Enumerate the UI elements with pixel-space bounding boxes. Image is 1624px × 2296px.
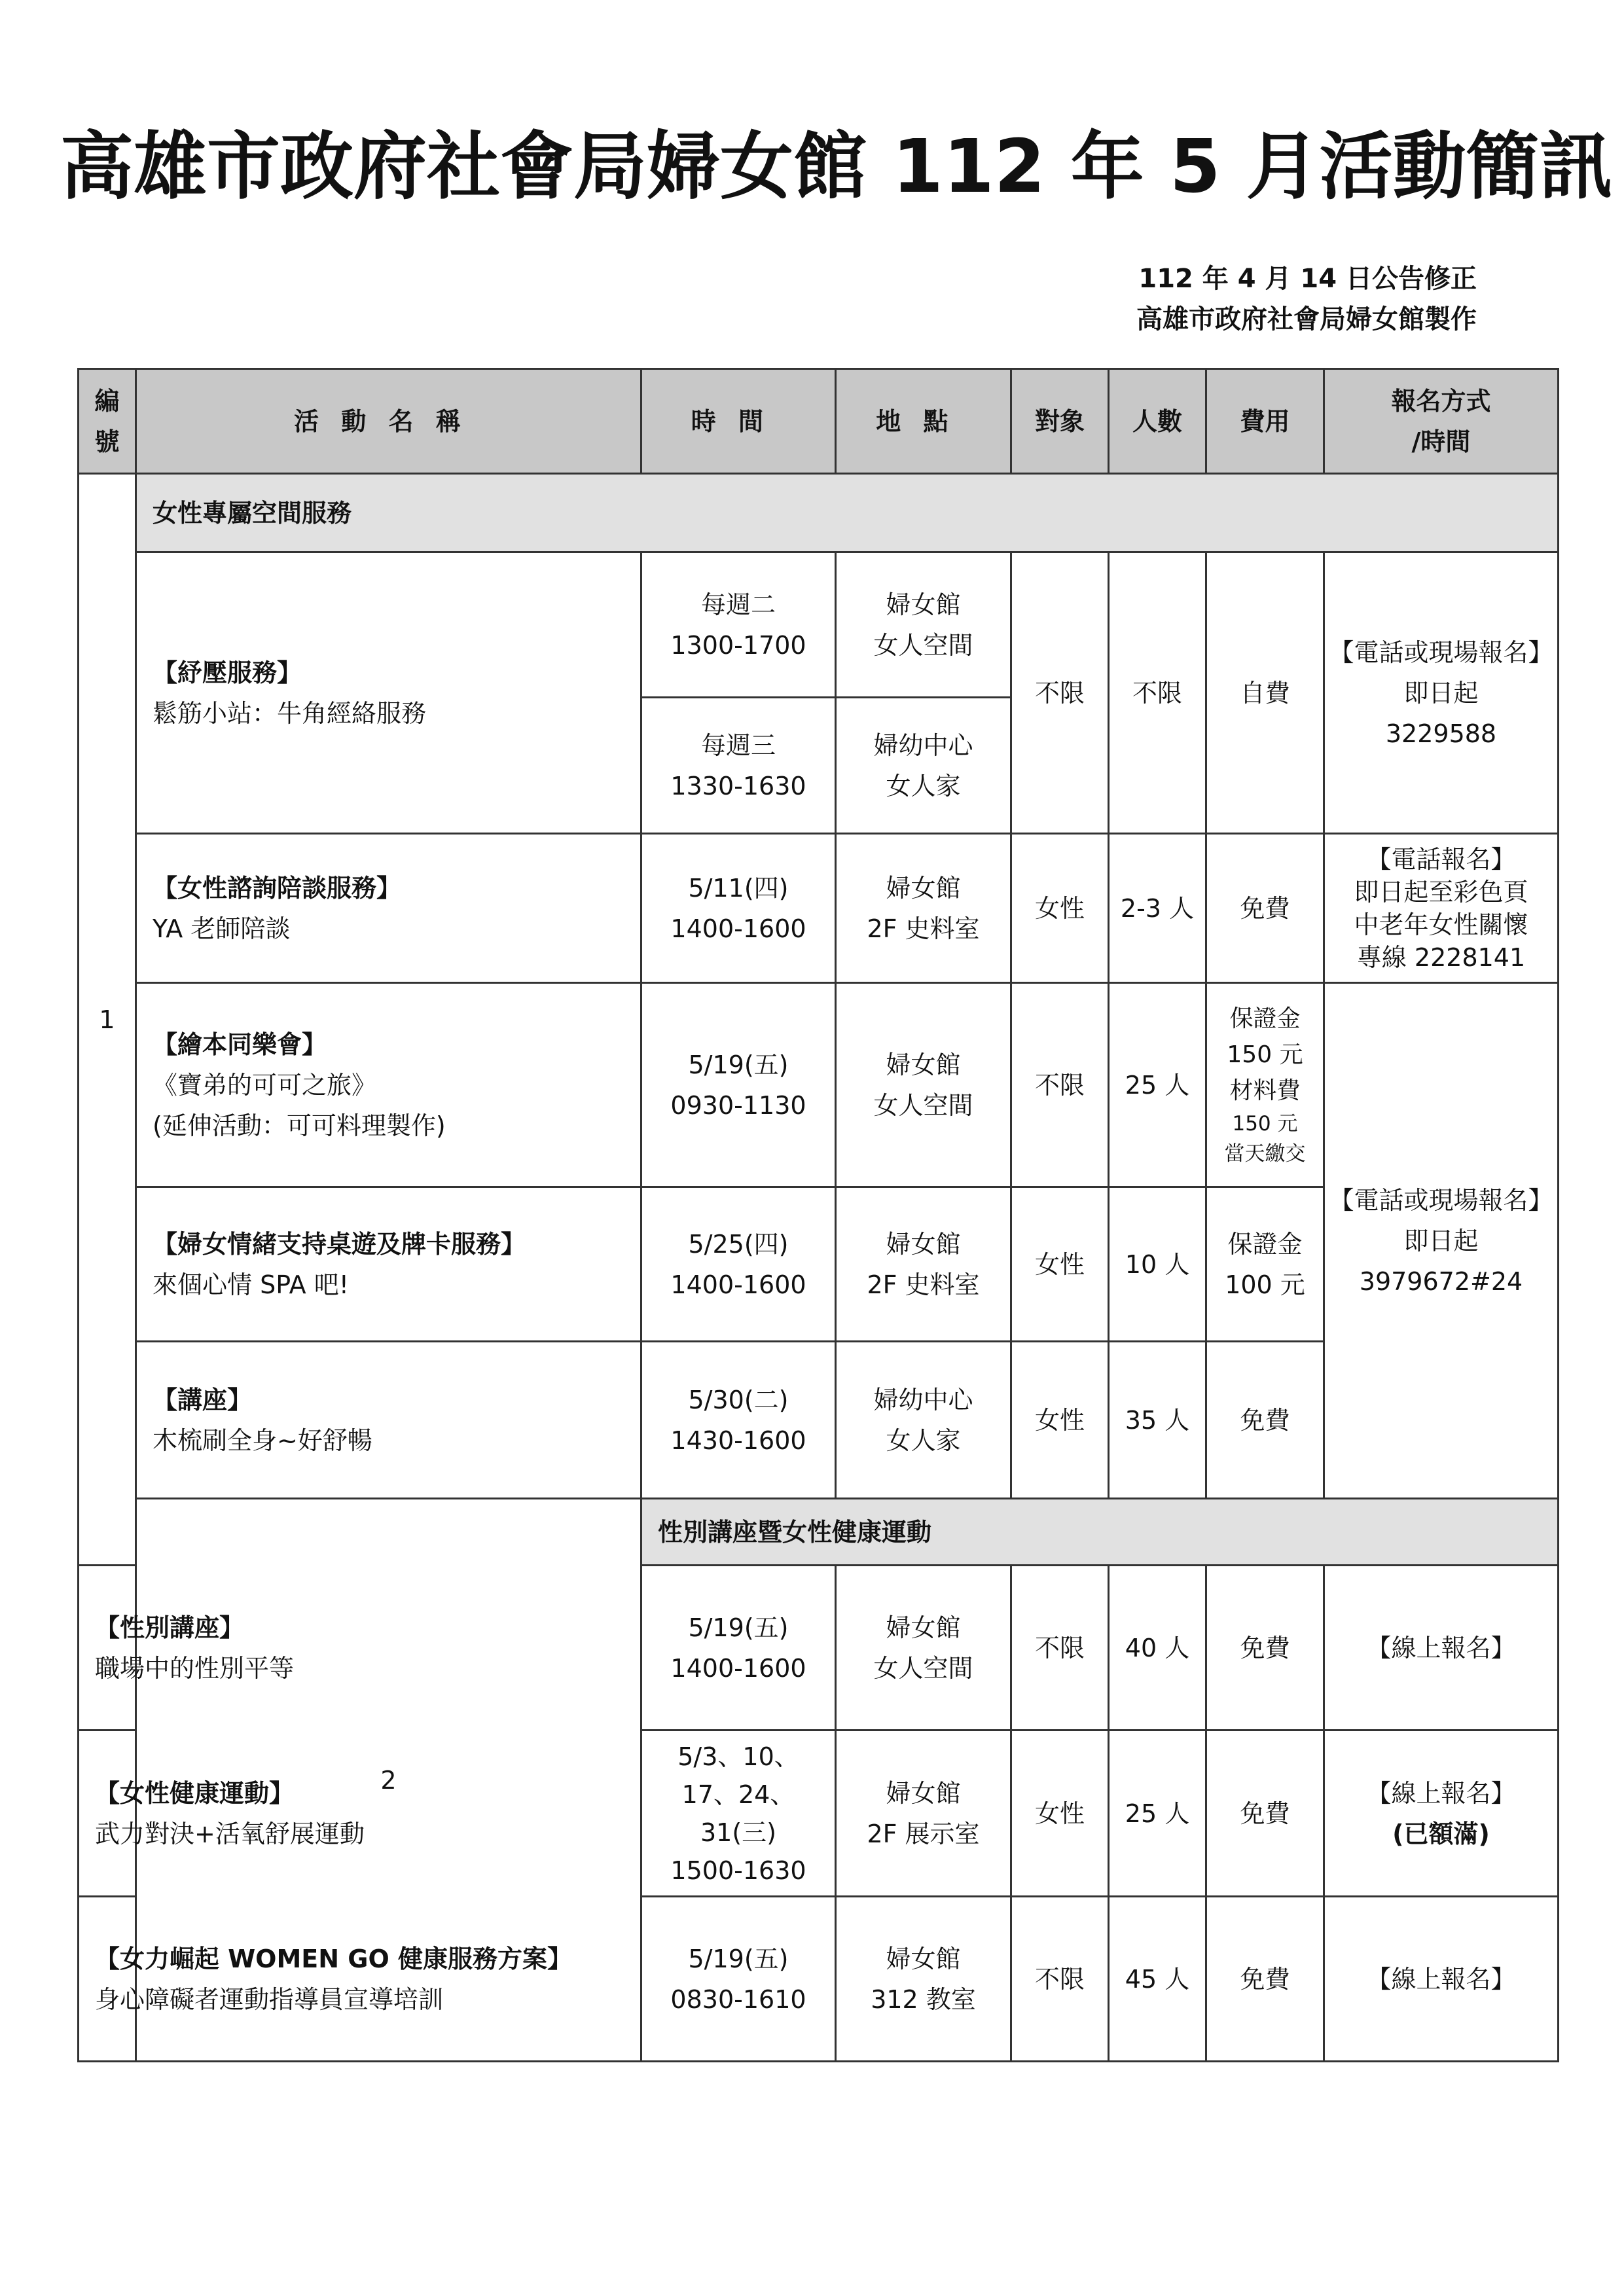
section-row bbox=[79, 1499, 1559, 1566]
header-fee: 費用 bbox=[1206, 369, 1324, 474]
activity-name: 【女力崛起 WOMEN GO 健康服務方案】 身心障礙者運動指導員宣導培訓 bbox=[79, 1897, 136, 2062]
section-number: 1 bbox=[79, 474, 136, 1566]
activity-place: 婦女館 女人空間 bbox=[836, 552, 1011, 698]
activity-fee: 保證金 100 元 bbox=[1206, 1187, 1324, 1342]
activity-fee: 免費 bbox=[1206, 1897, 1324, 2062]
activity-time: 每週三 1330-1630 bbox=[641, 698, 836, 834]
activity-name: 【性別講座】 職場中的性別平等 bbox=[79, 1566, 136, 1731]
activity-place: 婦女館 女人空間 bbox=[836, 983, 1011, 1187]
activity-fee: 免費 bbox=[1206, 1566, 1324, 1731]
activity-count: 35 人 bbox=[1109, 1342, 1206, 1499]
producer: 高雄市政府社會局婦女館製作 bbox=[1136, 304, 1477, 334]
header-number: 編 號 bbox=[79, 369, 136, 474]
section-title: 性別講座暨女性健康運動 bbox=[641, 1499, 1559, 1566]
activity-place: 婦幼中心 女人家 bbox=[836, 698, 1011, 834]
page-title: 高雄市政府社會局婦女館 112 年 5 月活動簡訊 bbox=[60, 124, 1613, 209]
activity-time: 每週二 1300-1700 bbox=[641, 552, 836, 698]
activity-fee: 免費 bbox=[1206, 1731, 1324, 1897]
header-time: 時間 bbox=[641, 369, 836, 474]
activity-time: 5/25(四) 1400-1600 bbox=[641, 1187, 836, 1342]
activity-target: 不限 bbox=[1011, 983, 1109, 1187]
activity-target: 女性 bbox=[1011, 1187, 1109, 1342]
activity-registration: 【電話或現場報名】 即日起 3229588 bbox=[1324, 552, 1559, 834]
activity-name: 【女性健康運動】 武力對決+活氧舒展運動 bbox=[79, 1731, 136, 1897]
activity-name: 【繪本同樂會】 《寶弟的可可之旅》 (延伸活動：可可料理製作) bbox=[136, 983, 641, 1187]
activity-place: 婦幼中心 女人家 bbox=[836, 1342, 1011, 1499]
header-place: 地點 bbox=[836, 369, 1011, 474]
activity-target: 不限 bbox=[1011, 1566, 1109, 1731]
activity-place: 婦女館 2F 史料室 bbox=[836, 834, 1011, 983]
document-meta bbox=[1136, 259, 1477, 340]
header-registration: 報名方式 /時間 bbox=[1324, 369, 1559, 474]
header-row bbox=[79, 369, 1559, 474]
activity-registration: 【線上報名】 (已額滿) bbox=[1324, 1731, 1559, 1897]
header-target: 對象 bbox=[1011, 369, 1109, 474]
header-count: 人數 bbox=[1109, 369, 1206, 474]
activity-place: 婦女館 312 教室 bbox=[836, 1897, 1011, 2062]
activity-name: 【女性諮詢陪談服務】 YA 老師陪談 bbox=[136, 834, 641, 983]
activity-count: 2-3 人 bbox=[1109, 834, 1206, 983]
activity-count: 10 人 bbox=[1109, 1187, 1206, 1342]
activity-count: 25 人 bbox=[1109, 983, 1206, 1187]
activity-count: 不限 bbox=[1109, 552, 1206, 834]
activity-time: 5/19(五) 0830-1610 bbox=[641, 1897, 836, 2062]
activity-target: 不限 bbox=[1011, 1897, 1109, 2062]
shared-registration: 【電話或現場報名】 即日起 3979672#24 bbox=[1324, 983, 1559, 1499]
activity-target: 女性 bbox=[1011, 1342, 1109, 1499]
activity-target: 女性 bbox=[1011, 1731, 1109, 1897]
header-activity-name: 活動名稱 bbox=[136, 369, 641, 474]
activity-fee: 保證金 150 元 材料費 150 元 當天繳交 bbox=[1206, 983, 1324, 1187]
activity-name: 【講座】 木梳刷全身~好舒暢 bbox=[136, 1342, 641, 1499]
activity-registration: 【線上報名】 bbox=[1324, 1897, 1559, 2062]
table-row bbox=[79, 552, 1559, 698]
activity-time: 5/19(五) 1400-1600 bbox=[641, 1566, 836, 1731]
activity-target: 不限 bbox=[1011, 552, 1109, 834]
activity-table bbox=[77, 368, 1559, 2062]
table-row bbox=[79, 983, 1559, 1187]
activity-time: 5/19(五) 0930-1130 bbox=[641, 983, 836, 1187]
activity-place: 婦女館 2F 史料室 bbox=[836, 1187, 1011, 1342]
activity-name: 【婦女情緒支持桌遊及牌卡服務】 來個心情 SPA 吧! bbox=[136, 1187, 641, 1342]
section-number: 2 bbox=[136, 1499, 641, 2062]
activity-fee: 免費 bbox=[1206, 1342, 1324, 1499]
activity-count: 40 人 bbox=[1109, 1566, 1206, 1731]
activity-time: 5/30(二) 1430-1600 bbox=[641, 1342, 836, 1499]
activity-time: 5/3、10、 17、24、 31(三) 1500-1630 bbox=[641, 1731, 836, 1897]
activity-count: 45 人 bbox=[1109, 1897, 1206, 2062]
activity-name: 【紓壓服務】 鬆筋小站：牛角經絡服務 bbox=[136, 552, 641, 834]
section-title: 女性專屬空間服務 bbox=[136, 474, 1559, 552]
activity-place: 婦女館 女人空間 bbox=[836, 1566, 1011, 1731]
activity-registration: 【線上報名】 bbox=[1324, 1566, 1559, 1731]
activity-count: 25 人 bbox=[1109, 1731, 1206, 1897]
activity-place: 婦女館 2F 展示室 bbox=[836, 1731, 1011, 1897]
activity-fee: 免費 bbox=[1206, 834, 1324, 983]
activity-target: 女性 bbox=[1011, 834, 1109, 983]
activity-fee: 自費 bbox=[1206, 552, 1324, 834]
activity-time: 5/11(四) 1400-1600 bbox=[641, 834, 836, 983]
activity-registration: 【電話報名】 即日起至彩色頁 中老年女性關懷 專線 2228141 bbox=[1324, 834, 1559, 983]
notice-date: 112 年 4 月 14 日公告修正 bbox=[1138, 264, 1477, 294]
table-row bbox=[79, 834, 1559, 983]
section-row bbox=[79, 474, 1559, 552]
